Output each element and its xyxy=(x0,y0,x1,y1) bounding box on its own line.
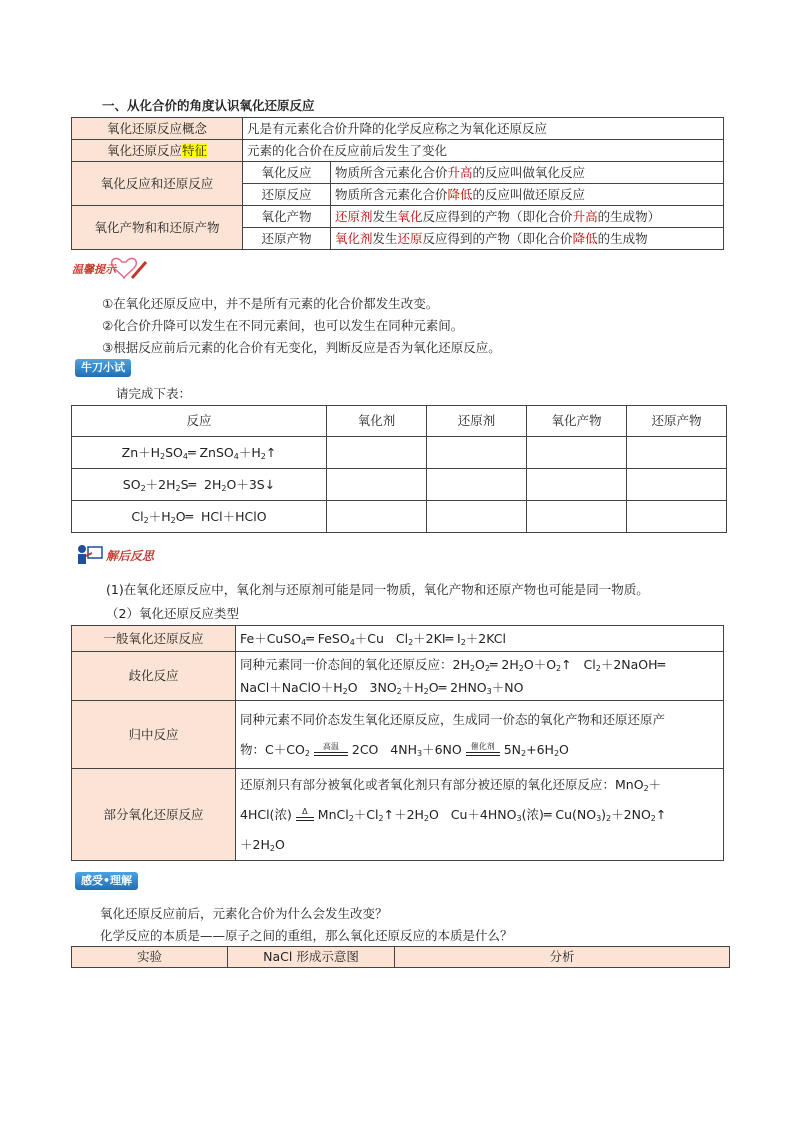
header-reaction: 反应 xyxy=(72,406,327,437)
header-ox-product: 氧化产物 xyxy=(527,406,627,437)
tip-item-1: ①在氧化还原反应中，并不是所有元素的化合价都发生改变。 xyxy=(102,296,439,311)
reaction-types-table xyxy=(71,625,724,861)
feature-label: 氧化还原反应特征 xyxy=(72,140,243,162)
section-heading: 一、从化合价的角度认识氧化还原反应 xyxy=(102,98,315,113)
practice-badge: 牛刀小试 xyxy=(75,359,131,377)
tip-item-3: ③根据反应前后元素的化合价有无变化，判断反应是否为氧化还原反应。 xyxy=(102,340,501,355)
partial-redox-label: 部分氧化还原反应 xyxy=(72,769,236,861)
answer-cell[interactable] xyxy=(527,469,627,501)
question-2: 化学反应的本质是——原子之间的重组，那么氧化还原反应的本质是什么？ xyxy=(100,928,513,943)
reaction-2: $SO_2+2H_2S═$ $2H_2O+3S↓$ xyxy=(72,469,327,501)
comproportionation-label: 归中反应 xyxy=(72,701,236,769)
concept-label: 氧化还原反应概念 xyxy=(72,118,243,140)
answer-cell[interactable] xyxy=(627,469,727,501)
tips-logo xyxy=(72,256,152,282)
reduction-def: 物质所含元素化合价降低的反应叫做还原反应 xyxy=(331,184,724,206)
oxidation-def: 物质所含元素化合价升高的反应叫做氧化反应 xyxy=(331,162,724,184)
answer-cell[interactable] xyxy=(327,469,427,501)
answer-cell[interactable] xyxy=(327,501,427,533)
practice-prompt: 请完成下表： xyxy=(116,386,192,401)
nacl-table xyxy=(71,946,730,968)
oxidation-product-def: 还原剂发生氧化反应得到的产物（即化合价升高的生成物） xyxy=(331,206,724,228)
general-label: 一般氧化还原反应 xyxy=(72,626,236,652)
header-analysis: 分析 xyxy=(395,947,730,968)
disproportionation-content: 同种元素同一价态间的氧化还原反应：$2H_2O_2═$ $2H_2O+O_2↑$ $Cl_2+2NaOH═$ $NaCl+NaClO+H_2O$ $3NO_2+H_2O═$ $2HNO_3+NO$ xyxy=(236,652,724,701)
tips-logo-text: 温馨提示 xyxy=(72,263,116,276)
reduction-label: 还原反应 xyxy=(243,184,331,206)
header-red-product: 还原产物 xyxy=(627,406,727,437)
reflect-logo-text: 解后反思 xyxy=(106,549,155,563)
practice-table xyxy=(71,405,727,533)
oxred-label: 氧化反应和还原反应 xyxy=(72,162,243,206)
condition-heat: Δ xyxy=(296,808,314,822)
answer-cell[interactable] xyxy=(627,437,727,469)
products-label: 氧化产物和和还原产物 xyxy=(72,206,243,250)
answer-cell[interactable] xyxy=(427,437,527,469)
concept-value: 凡是有元素化合价升降的化学反应称之为氧化还原反应 xyxy=(243,118,724,140)
concept-table xyxy=(71,117,724,250)
answer-cell[interactable] xyxy=(527,501,627,533)
answer-cell[interactable] xyxy=(627,501,727,533)
feature-value: 元素的化合价在反应前后发生了变化 xyxy=(243,140,724,162)
question-1: 氧化还原反应前后，元素化合价为什么会发生改变？ xyxy=(100,906,388,921)
partial-redox-content: 还原剂只有部分被氧化或者氧化剂只有部分被还原的氧化还原反应：MnO$_2$＋ 4HCl(浓) Δ $MnCl_2+Cl_2↑+2H_2O$ $Cu+4HNO_3$(浓)═ $Cu(NO_3)_2+2NO_2↑$ $+2H_2O$ xyxy=(236,769,724,861)
feature-highlight: 特征 xyxy=(182,142,208,158)
answer-cell[interactable] xyxy=(427,501,527,533)
header-experiment: 实验 xyxy=(72,947,228,968)
header-nacl-diagram: NaCl 形成示意图 xyxy=(228,947,395,968)
teacher-board-icon xyxy=(74,544,104,566)
disproportionation-label: 歧化反应 xyxy=(72,652,236,701)
reaction-3: $Cl_2+H_2O═$ HCl＋HClO xyxy=(72,501,327,533)
general-equations: Fe＋CuSO$_4$═ FeSO$_4$＋Cu $Cl_2+2KI═$ $I_2+2KCl$ xyxy=(236,626,724,652)
header-oxidant: 氧化剂 xyxy=(327,406,427,437)
header-reductant: 还原剂 xyxy=(427,406,527,437)
comproportionation-content: 同种元素不同价态发生氧化还原反应，生成同一价态的氧化产物和还原还原产 物：$C+CO_2$ 高温 2CO $4NH_3+6NO$ 催化剂 $5N_2+6H_2O$ xyxy=(236,701,724,769)
condition-high-temp: 高温 xyxy=(314,743,348,757)
tip-item-2: ②化合价升降可以发生在不同元素间，也可以发生在同种元素间。 xyxy=(102,318,464,333)
reaction-1: $Zn+H_2SO_4═$ $ZnSO_4+H_2↑$ xyxy=(72,437,327,469)
answer-cell[interactable] xyxy=(427,469,527,501)
understand-badge: 感受•理解 xyxy=(75,872,138,890)
answer-cell[interactable] xyxy=(527,437,627,469)
reflect-line-1: (1)在氧化还原反应中，氧化剂与还原剂可能是同一物质，氧化产物和还原产物也可能是同一物质。 xyxy=(106,582,649,597)
answer-cell[interactable] xyxy=(327,437,427,469)
reduction-product-def: 氧化剂发生还原反应得到的产物（即化合价降低的生成物 xyxy=(331,228,724,250)
oxidation-product-label: 氧化产物 xyxy=(243,206,331,228)
oxidation-label: 氧化反应 xyxy=(243,162,331,184)
reduction-product-label: 还原产物 xyxy=(243,228,331,250)
reflect-line-2: （2）氧化还原反应类型 xyxy=(106,606,239,621)
condition-catalyst: 催化剂 xyxy=(466,743,500,757)
reflect-logo xyxy=(74,544,174,566)
